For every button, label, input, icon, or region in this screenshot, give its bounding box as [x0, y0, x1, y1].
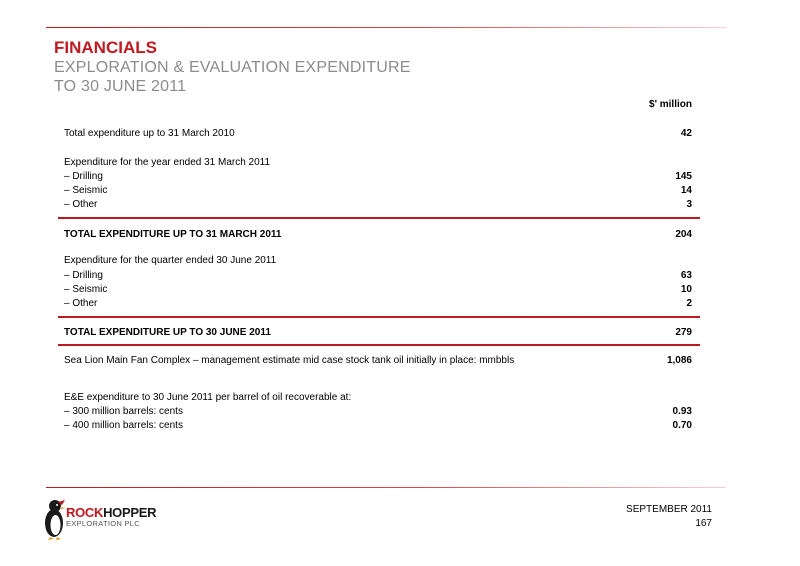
- row-label: – Seismic: [64, 185, 108, 196]
- row-value: 14: [680, 185, 692, 196]
- row-value: 0.93: [672, 406, 692, 417]
- logo-wordmark: [66, 506, 156, 529]
- table-row: [64, 156, 692, 170]
- row-value: 63: [680, 270, 692, 281]
- row-value: 204: [675, 229, 692, 240]
- row-value: 2: [686, 298, 692, 309]
- table-row: [64, 354, 692, 368]
- footer-info: [626, 503, 712, 531]
- logo-word-red: ROCK: [66, 505, 104, 520]
- row-value: 3: [686, 199, 692, 210]
- row-label: – 400 million barrels: cents: [64, 420, 183, 431]
- row-label: – Drilling: [64, 270, 103, 281]
- table-row: [64, 198, 692, 212]
- row-label: TOTAL EXPENDITURE UP TO 31 MARCH 2011: [64, 229, 282, 240]
- row-value: 279: [675, 327, 692, 338]
- row-label: Expenditure for the quarter ended 30 June 2011: [64, 255, 277, 266]
- row-label: – Other: [64, 199, 98, 210]
- row-label: – Drilling: [64, 171, 103, 182]
- table-row: [64, 391, 692, 405]
- section-divider: [58, 217, 700, 219]
- company-logo: [40, 493, 170, 543]
- logo-name: [66, 506, 156, 519]
- table-row: [64, 419, 692, 433]
- page-subtitle-line2: TO 30 JUNE 2011: [54, 78, 187, 95]
- page-subtitle-line1: EXPLORATION & EVALUATION EXPENDITURE: [54, 59, 411, 76]
- title-block: [54, 38, 411, 96]
- table-row: [64, 283, 692, 297]
- row-label: Sea Lion Main Fan Complex – management estimate mid case stock tank oil initially in place: mmbbls: [64, 355, 515, 366]
- section-divider: [58, 344, 700, 346]
- footer-date: SEPTEMBER 2011: [626, 504, 712, 515]
- row-label: TOTAL EXPENDITURE UP TO 30 JUNE 2011: [64, 327, 271, 338]
- unit-column-header: $' million: [649, 99, 692, 110]
- top-divider: [46, 27, 726, 28]
- table-row: [64, 269, 692, 283]
- row-value: 1,086: [666, 355, 692, 366]
- table-row: [64, 127, 692, 141]
- table-row: [64, 297, 692, 311]
- row-value: 145: [675, 171, 692, 182]
- table-row: [64, 254, 692, 268]
- row-value: 0.70: [672, 420, 692, 431]
- row-label: – Seismic: [64, 284, 108, 295]
- logo-tagline: EXPLORATION PLC: [66, 519, 140, 528]
- row-label: Expenditure for the year ended 31 March 2011: [64, 157, 271, 168]
- section-divider: [58, 316, 700, 318]
- logo-word-dark: HOPPER: [103, 505, 157, 520]
- table-row: [64, 405, 692, 419]
- table-row: [64, 170, 692, 184]
- row-label: E&E expenditure to 30 June 2011 per barrel of oil recoverable at:: [64, 392, 352, 403]
- penguin-icon: [42, 497, 68, 541]
- table-row-total: [64, 326, 692, 340]
- table-row: [64, 184, 692, 198]
- table-row-total: [64, 228, 692, 242]
- row-label: Total expenditure up to 31 March 2010: [64, 128, 235, 139]
- row-label: – Other: [64, 298, 98, 309]
- bottom-divider: [46, 487, 726, 488]
- page-title: FINANCIALS: [54, 38, 157, 57]
- row-value: 10: [680, 284, 692, 295]
- row-value: 42: [680, 128, 692, 139]
- row-label: – 300 million barrels: cents: [64, 406, 183, 417]
- page-number: 167: [695, 518, 712, 529]
